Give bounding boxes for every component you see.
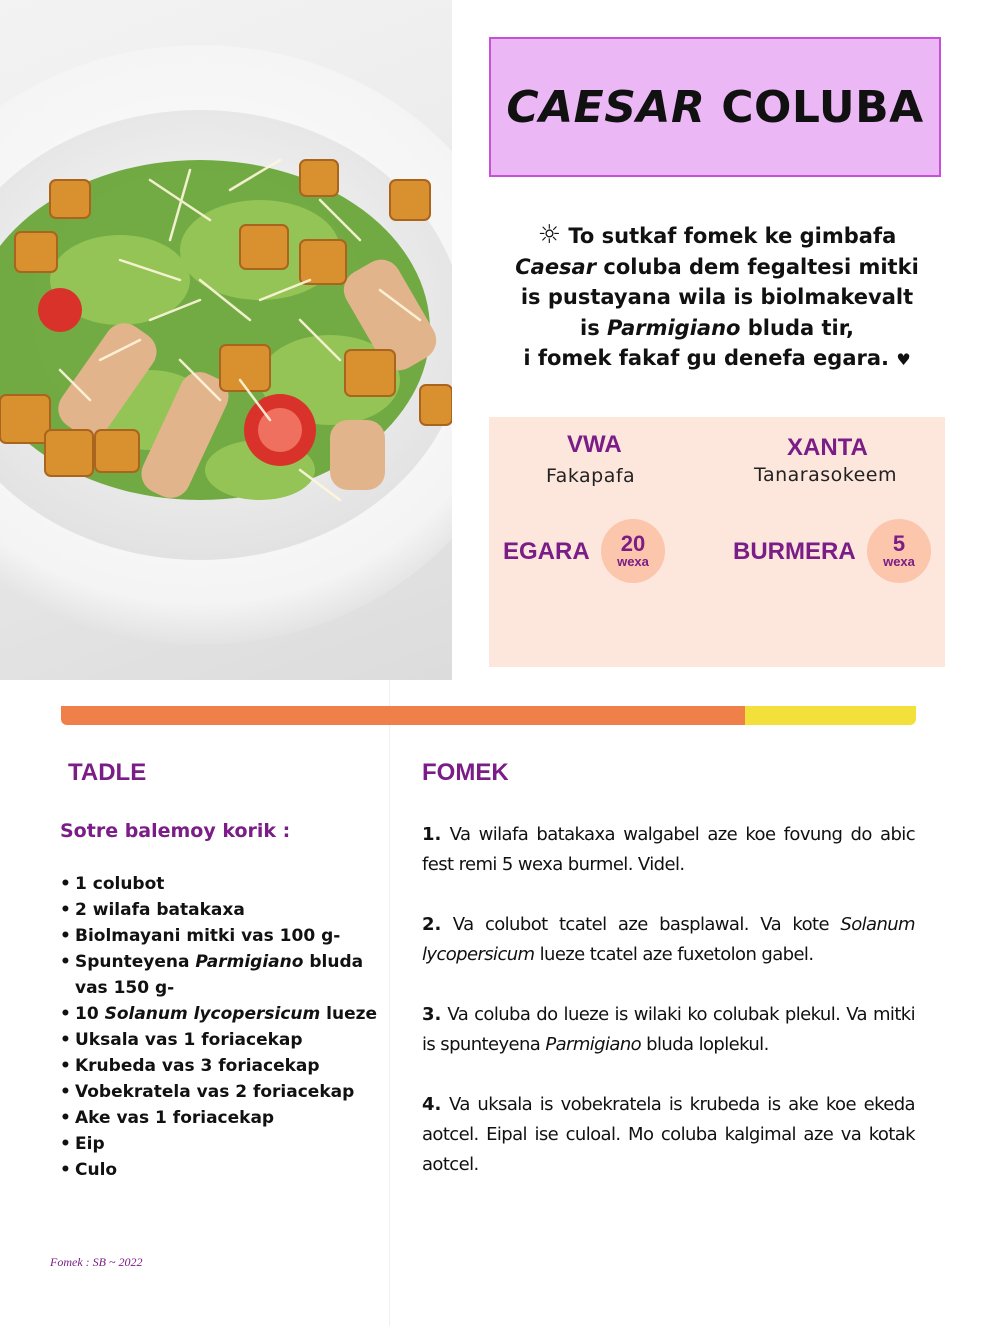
item-text-pre: 10: [75, 1004, 105, 1024]
item-text-post: lueze: [320, 1004, 378, 1024]
step-text: Va colubot tcatel aze basplawal. Va kote: [441, 914, 841, 935]
step-number: 4.: [422, 1094, 442, 1115]
step-text: Va uksala is vobekratela is krubeda is ake koe ekeda aotcel. Eipal ise culoal. Mo coluba kalgimal aze va kotak aotcel.: [422, 1094, 915, 1175]
step-4: [422, 1090, 915, 1180]
intro-line-5-text: i fomek fakaf gu denefa egara.: [523, 346, 890, 370]
footer-credit: Fomek : SB ~ 2022: [50, 1255, 143, 1269]
step-text: bluda loplekul.: [641, 1034, 769, 1055]
intro-text: [489, 220, 945, 376]
list-item: • Uksala vas 1 foriacekap: [60, 1027, 380, 1053]
recipe-title: [506, 82, 923, 133]
xanta-value: Tanarasokeem: [754, 464, 897, 486]
item-text-pre: Spunteyena: [75, 952, 196, 972]
list-item: • Ake vas 1 foriacekap: [60, 1105, 380, 1131]
divider-bar: [61, 706, 916, 725]
burmera-unit: wexa: [883, 554, 915, 569]
intro-line-2: [489, 252, 945, 283]
ingredients-subheading: Sotre balemoy korik :: [60, 820, 291, 842]
title-rest: COLUBA: [721, 81, 924, 133]
egara-num: 20: [620, 531, 646, 556]
step-number: 1.: [422, 824, 442, 845]
intro-line-4-pre: is: [580, 315, 608, 340]
vwa-value: Fakapafa: [546, 465, 636, 487]
list-item: • Vobekratela vas 2 foriacekap: [60, 1079, 380, 1105]
ingredients-heading: TADLE: [68, 759, 147, 786]
sun-icon: ☼: [537, 220, 562, 250]
salad-plate-illustration: [0, 0, 452, 680]
list-item: • Biolmayani mitki vas 100 g-: [60, 923, 380, 949]
list-item: [60, 1001, 380, 1027]
intro-line-2-em: Caesar: [515, 254, 597, 279]
list-item: • 1 colubot: [60, 871, 380, 897]
step-number: 3.: [422, 1004, 442, 1025]
divider-bar-yellow: [745, 706, 916, 725]
intro-line-3: is pustayana wila is biolmakevalt: [520, 285, 914, 309]
item-text-post: bluda vas 150 g-: [75, 952, 364, 998]
step-text: Va wilafa batakaxa walgabel aze koe fovung do abic fest remi 5 wexa burmel. Videl.: [422, 824, 915, 875]
heart-icon: ♥: [896, 350, 911, 369]
step-number: 2.: [422, 914, 442, 935]
intro-line-4-post: bluda tir,: [740, 315, 854, 340]
intro-line-4-em: Parmigiano: [607, 315, 741, 340]
method-steps: [422, 820, 915, 1210]
column-divider: [389, 680, 390, 1326]
intro-line-5: [489, 343, 945, 376]
item-text-em: Solanum lycopersicum: [104, 1004, 321, 1024]
list-item: • Eip: [60, 1131, 380, 1157]
ingredients-list: [60, 871, 380, 1183]
title-box: [489, 37, 941, 177]
step-text-em: Parmigiano: [545, 1034, 642, 1055]
burmera-num: 5: [892, 531, 906, 556]
method-heading: FOMEK: [422, 759, 509, 786]
vwa-label: VWA: [567, 431, 622, 458]
step-text: lueze tcatel aze fuxetolon gabel.: [534, 944, 814, 965]
intro-line-1: [489, 220, 945, 252]
salad-photo: [0, 0, 452, 680]
intro-line-1-text: To sutkaf fomek ke gimbafa: [568, 224, 897, 248]
list-item: • Krubeda vas 3 foriacekap: [60, 1053, 380, 1079]
step-3: [422, 1000, 915, 1060]
list-item: [60, 949, 380, 1001]
intro-line-4: [489, 313, 945, 344]
list-item: • Culo: [60, 1157, 380, 1183]
step-text-em: Solanum lycopersicum: [422, 914, 915, 965]
step-1: [422, 820, 915, 880]
egara-time-badge: [601, 519, 665, 583]
xanta-label: XANTA: [787, 434, 868, 461]
burmera-label: BURMERA: [733, 538, 856, 565]
egara-unit: wexa: [617, 554, 649, 569]
intro-line-2-rest: coluba dem fegaltesi mitki: [596, 254, 919, 279]
step-2: [422, 910, 915, 970]
list-item: • 2 wilafa batakaxa: [60, 897, 380, 923]
egara-label: EGARA: [503, 538, 590, 565]
divider-bar-orange: [61, 706, 745, 725]
title-italic: CAESAR: [506, 81, 706, 133]
step-text: Va coluba do lueze is wilaki ko colubak plekul. Va mitki is spunteyena: [422, 1004, 915, 1055]
item-text-em: Parmigiano: [195, 952, 304, 972]
burmera-time-badge: [867, 519, 931, 583]
info-box: [489, 417, 945, 667]
